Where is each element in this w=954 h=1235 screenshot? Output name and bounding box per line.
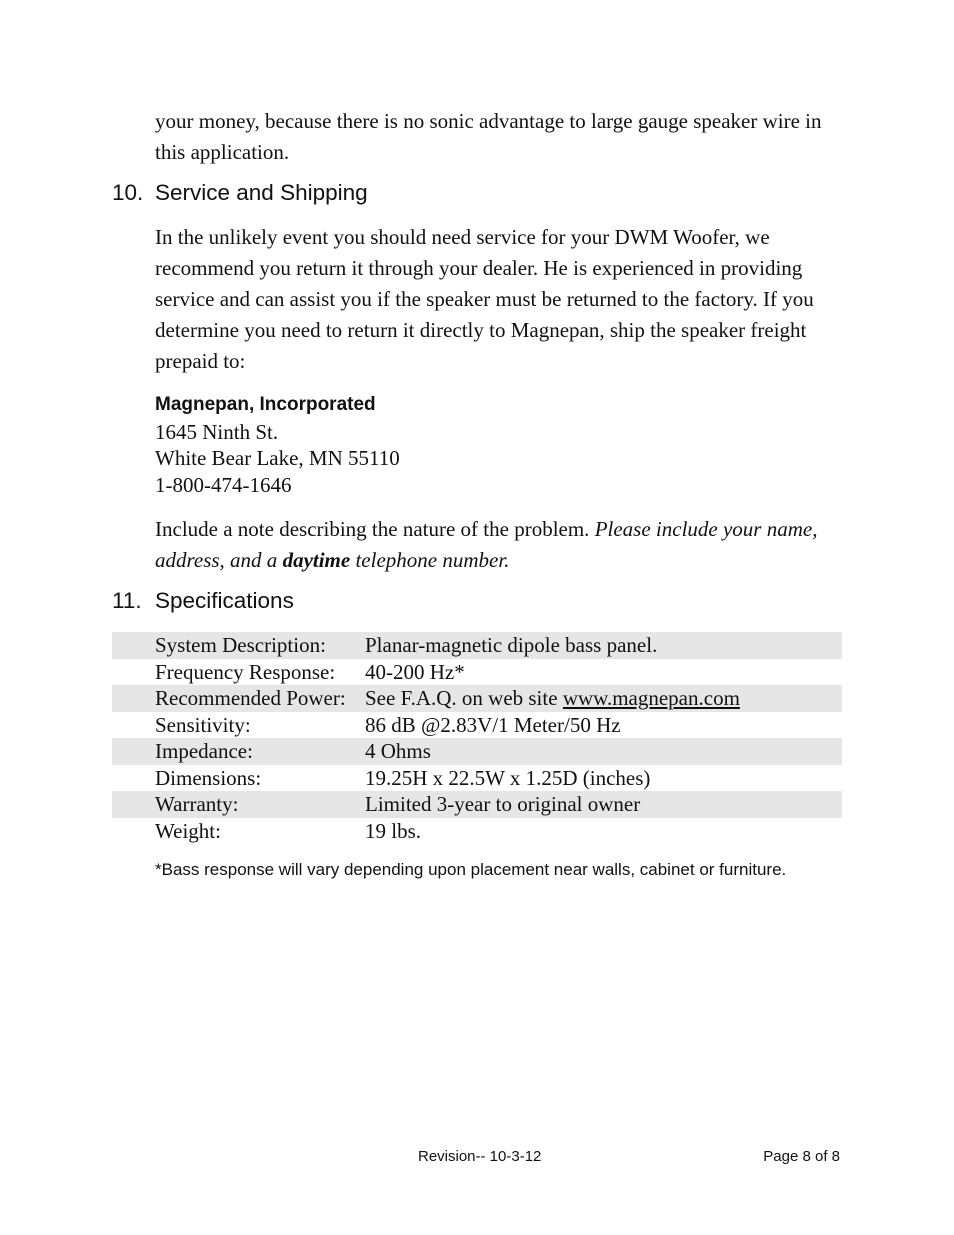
address-street: 1645 Ninth St. xyxy=(155,419,279,444)
spec-label: Weight: xyxy=(155,818,221,843)
spec-row xyxy=(112,659,842,686)
shipping-address xyxy=(155,392,400,498)
service-paragraph: In the unlikely event you should need service for your DWM Woofer, we recommend you return it through your dealer. He is experienced in providing service and can assist you if the speaker must be returned to the factory. If you determine you need to return it directly to Magnepan, ship the speaker freight prepaid to: xyxy=(155,225,814,373)
section-title: Service and Shipping xyxy=(155,180,368,205)
spec-value: 40-200 Hz* xyxy=(365,659,465,684)
spec-row xyxy=(112,738,842,765)
company-name: Magnepan, Incorporated xyxy=(155,394,376,415)
spec-value xyxy=(365,685,740,712)
section-heading-service xyxy=(112,180,368,206)
note-bold: daytime xyxy=(282,548,351,572)
spec-label: Impedance: xyxy=(155,739,253,763)
spec-value: 4 Ohms xyxy=(365,739,431,763)
spec-label: Sensitivity: xyxy=(155,712,251,737)
bass-footnote: *Bass response will vary depending upon placement near walls, cabinet or furniture. xyxy=(155,860,787,879)
spec-label: Warranty: xyxy=(155,792,239,816)
section-number: 10. xyxy=(112,180,144,205)
spec-label: System Description: xyxy=(155,633,326,657)
spec-table xyxy=(112,632,842,844)
revision-label: Revision-- 10-3-12 xyxy=(418,1148,542,1165)
note-italic-2: telephone number. xyxy=(350,548,510,572)
address-phone: 1-800-474-1646 xyxy=(155,472,292,497)
spec-value: 19.25H x 22.5W x 1.25D (inches) xyxy=(365,765,651,790)
section-title: Specifications xyxy=(155,588,294,613)
spec-value-prefix: See F.A.Q. on web site xyxy=(365,686,563,710)
magnepan-website-link[interactable]: www.magnepan.com xyxy=(562,686,740,710)
spec-row xyxy=(112,712,842,739)
address-city: White Bear Lake, MN 55110 xyxy=(155,446,400,470)
problem-note xyxy=(155,514,845,576)
section-heading-specifications xyxy=(112,588,294,614)
spec-row xyxy=(112,791,842,818)
intro-paragraph: your money, because there is no sonic advantage to large gauge speaker wire in this application. xyxy=(155,109,822,164)
spec-label: Dimensions: xyxy=(155,765,262,790)
note-text: Include a note describing the nature of the problem. xyxy=(155,517,595,541)
spec-label: Frequency Response: xyxy=(155,659,336,684)
spec-value: Planar-magnetic dipole bass panel. xyxy=(365,633,658,657)
spec-value: Limited 3-year to original owner xyxy=(365,792,641,816)
spec-label: Recommended Power: xyxy=(155,686,346,710)
section-number: 11. xyxy=(112,588,142,613)
spec-row xyxy=(112,818,842,845)
page-number: Page 8 of 8 xyxy=(763,1148,840,1165)
spec-value: 19 lbs. xyxy=(365,818,422,843)
spec-row xyxy=(112,685,842,712)
note-italic-1: Please include your name, address, and a xyxy=(155,517,818,572)
spec-row xyxy=(112,632,842,659)
spec-value: 86 dB @2.83V/1 Meter/50 Hz xyxy=(365,712,621,737)
spec-row xyxy=(112,765,842,792)
